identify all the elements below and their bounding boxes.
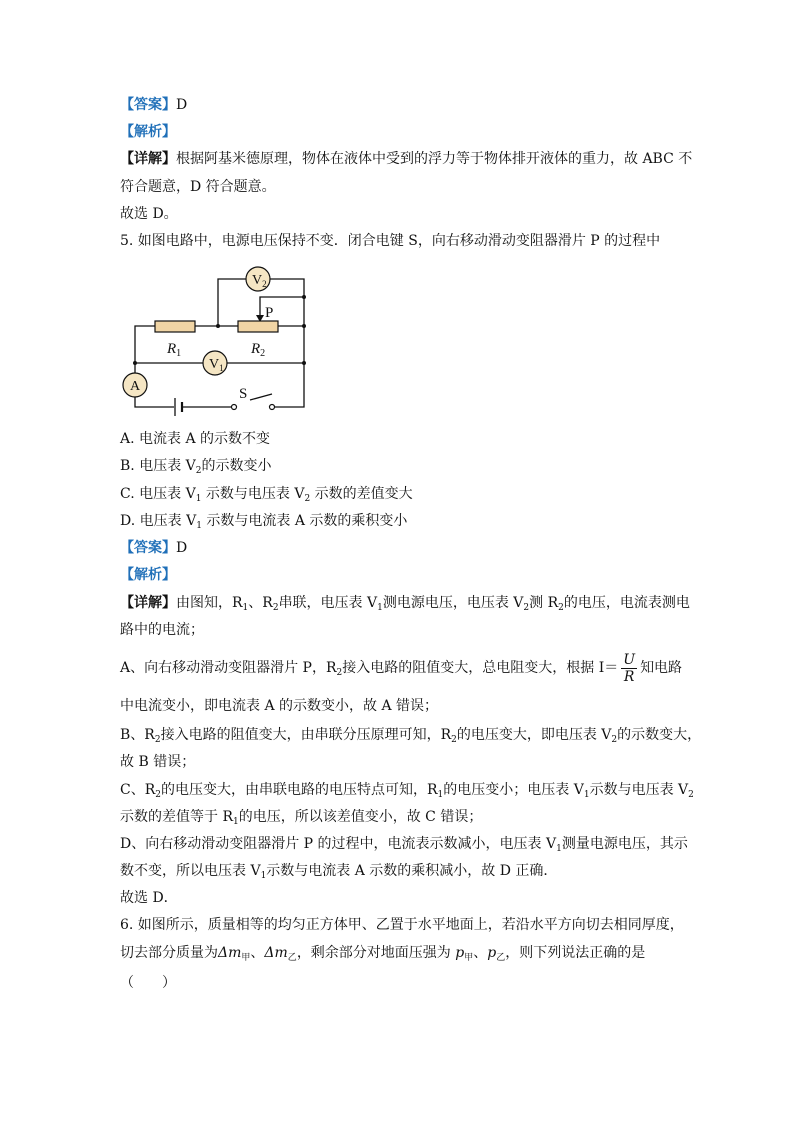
detail-tag: 【详解】 [120,595,176,611]
q5-analysis-b-1: B、$R_2$接入电路的阻值变大，由串联分压原理可知，$R_2$的电压变大，即电压表 $V_2$的示数变大， [120,727,702,745]
r1-label: R [167,341,177,357]
v2-label: V [252,273,263,288]
q6-stem-1: 6. 如图所示，质量相等的均匀正方体甲、乙置于水平地面上，若沿水平方向切去相同厚度， [120,917,684,933]
q4-analysis-line [120,122,176,142]
q4-detail-line-1 [120,149,692,169]
detail-tag: 【详解】 [120,151,176,167]
q5-analysis-d-1: D、向右移动滑动变阻器滑片 P 的过程中，电流表示数减小，电压表 $V_1$测量电源电压，其示 [120,836,688,854]
q5-analysis-c-2: 示数的差值等于 $R_1$的电压，所以该差值变小，故 C 错误； [120,809,483,827]
answer-tag: 【答案】 [120,540,176,556]
option-c: C. 电压表 $V_1$ 示数与电压表 $V_2$ 示数的差值变大 [120,486,413,504]
v2-sub: 2 [262,279,267,289]
option-b: B. 电压表 $V_2$的示数变小 [120,458,272,476]
q5-analysis-c-1: C、$R_2$的电压变大，由串联电路的电压特点可知，$R_1$的电压变小；电压表 $V_1$示数与电压表 $V_2$ [120,782,694,800]
q5-analysis-b-2: 故 B 错误； [120,754,196,770]
q6-answer-blank: （ ） [120,975,176,991]
q4-conclusion: 故选 D。 [120,206,178,222]
option-a: A. 电流表 A 的示数不变 [120,431,271,447]
svg-text:R1 [166,341,181,359]
answer-value: D [176,540,188,556]
v1-label: V [209,357,220,372]
svg-text:R2 [250,341,265,359]
q4-answer-line [120,95,187,115]
ammeter-label: A [130,379,141,394]
option-d: D. 电压表 $V_1$ 示数与电流表 A 示数的乘积变小 [120,513,408,531]
switch-label: S [239,386,248,402]
q5-analysis-a-2: 中电流变小，即电流表 A 的示数变小，故 A 错误； [120,698,439,714]
q5-answer-line [120,538,187,558]
v1-sub: 1 [219,363,224,373]
r2-sub: 2 [260,348,266,359]
q5-stem: 5. 如图电路中，电源电压保持不变．闭合电键 S，向右移动滑动变阻器滑片 P 的过程中 [120,233,661,249]
r2-label: R [251,341,261,357]
r2-rheostat [238,321,278,332]
q6-stem-2: 切去部分质量为$\Delta m_甲$、$\Delta m_乙$，剩余部分对地面压强为 $p_甲$、$p_乙$，则下列说法正确的是 [120,945,646,963]
q5-analysis-line [120,565,176,585]
detail-text: 根据阿基米德原理，物体在液体中受到的浮力等于物体排开液体的重力，故 ABC 不 [176,151,693,167]
r1-resistor [155,321,195,332]
ohms-law-fraction: $\frac{U}{R}$ [623,651,636,685]
answer-tag: 【答案】 [120,97,176,113]
analysis-tag: 【解析】 [120,567,176,583]
p-label: P [265,305,274,321]
circuit-diagram [120,262,320,417]
q5-analysis-d-2: 数不变，所以电压表 $V_1$示数与电流表 A 示数的乘积减小，故 D 正确． [120,863,558,881]
r1-sub: 1 [176,348,182,359]
q5-detail-line-1: 【详解】由图知，$R_1$、$R_2$串联，电压表 $V_1$测电源电压，电压表 $V_2$测 $R_2$的电压，电流表测电 [120,595,690,613]
analysis-tag: 【解析】 [120,124,176,140]
q4-detail-line-2: 符合题意，D 符合题意。 [120,179,276,195]
q5-analysis-a-1: A、向右移动滑动变阻器滑片 P，$R_2$接入电路的阻值变大，总电阻变大，根据 I＝ $\frac{U}{R}$ 知电路 [120,651,683,685]
q5-conclusion: 故选 D． [120,890,178,906]
answer-value: D [176,97,188,113]
q5-detail-line-2: 路中的电流； [120,622,204,638]
